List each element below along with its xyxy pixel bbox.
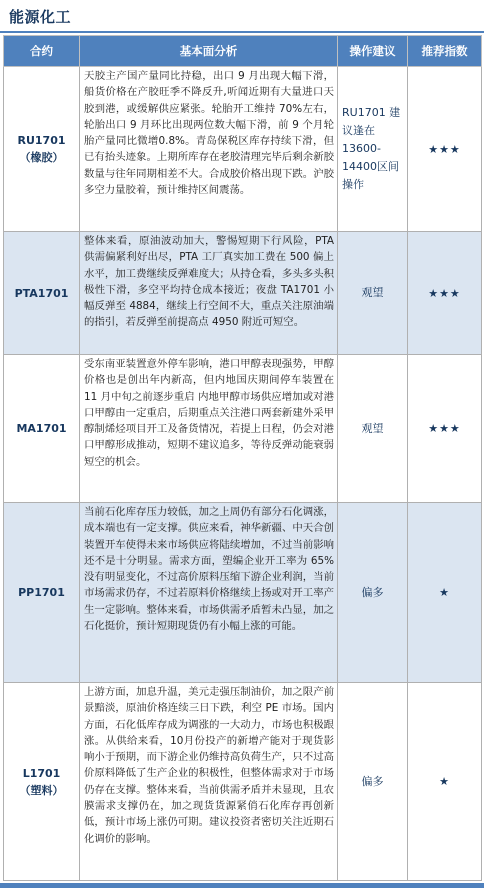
- contract-name: （塑料）: [19, 783, 64, 797]
- rating-stars: ★★★: [408, 232, 482, 355]
- analysis-cell: 受东南亚装置意外停车影响，港口甲醇表现强势，甲醇价格也是创出年内新高，但内地国庆期间停车装置在 11 月中旬之前逐步重启 内地甲醇市场供应增加或对港口甲醇由一定重启，后期重点关注港口两套新建外采甲醇制烯烃项目开工及备货情况，若提上日程，仍会对港口甲醇形成推动，短期不建议追多，等待反弹动能衰弱短空的机会。: [80, 355, 338, 503]
- contract-cell: [4, 355, 80, 503]
- contract-code: RU1701: [17, 134, 66, 147]
- rating-stars: ★★★: [408, 355, 482, 503]
- contract-cell: [4, 503, 80, 683]
- table-row: [4, 67, 482, 232]
- table-row: [4, 232, 482, 355]
- contract-code: PTA1701: [14, 286, 69, 300]
- header-index: 推荐指数: [408, 36, 482, 67]
- table-header-row: [4, 36, 482, 67]
- advice-cell: 偏多: [338, 503, 408, 683]
- title-divider: [0, 31, 484, 33]
- rating-stars: ★★★: [408, 67, 482, 232]
- header-contract: 合约: [4, 36, 80, 67]
- bottom-divider: [0, 883, 484, 888]
- recommendation-table: [3, 35, 482, 881]
- contract-code: PP1701: [18, 586, 65, 599]
- advice-cell: 观望: [338, 232, 408, 355]
- header-analysis: 基本面分析: [80, 36, 338, 67]
- analysis-cell: 当前石化库存压力较低，加之上周仍有部分石化调涨，成本端也有一定支撑。供应来看，神华新疆、中天合创装置开车使得未来市场供应将陆续增加，不过当前影响还不是十分明显。需求方面，塑编企业开工率为 65%没有明显变化，不过高价原料压缩下游企业利润，当前市场需求仍存，不过若原料价格继续上扬或对开工率产生一定影响。整体来看，市场供需矛盾暂未凸显，加之石化挺价，预计短期现货仍有小幅上涨的可能。: [80, 503, 338, 683]
- section-title: 能源化工: [9, 8, 72, 26]
- contract-name: （橡胶）: [19, 151, 64, 164]
- advice-cell: 观望: [338, 355, 408, 503]
- advice-cell: 偏多: [338, 683, 408, 881]
- contract-cell: [4, 232, 80, 355]
- analysis-cell: 天胶主产国产量同比持稳，出口 9 月出现大幅下滑，船货价格在产胶旺季不降反升,听闻近期有大量进口天胶到港，或缓解供应紧张。轮胎开工维持 70%左右，轮胎出口 9 月环比出现两位数大幅下滑，前 9 个月轮胎产量同比微增0.8%。青岛保税区库存持续下滑，但已有抬头迹象。上期所库存在老胶清理完毕后剩余新胶数量与往年同期相差不大。合成胶价格出现下跌。沪胶多空力量胶着，预计维持区间震荡。: [80, 67, 338, 232]
- table-row: [4, 683, 482, 881]
- rating-stars: ★: [408, 683, 482, 881]
- header-advice: 操作建议: [338, 36, 408, 67]
- contract-code: L1701: [22, 766, 61, 780]
- contract-code: MA1701: [16, 422, 67, 435]
- rating-stars: ★: [408, 503, 482, 683]
- analysis-cell: 上游方面，加息升温，美元走强压制油价，加之限产前景黯淡，原油价格连续三日下跌，利空 PE 市场。国内方面，石化低库存成为调涨的一大动力，市场也积极跟涨。从供给来看，10月份投产的新增产能对于现货影响小于预期，而下游企业仍维持高负荷生产，只不过高价原料降低了生产企业的积极性，但整体需求对于市场仍存在支撑。整体来看，当前供需矛盾并未显现，且农膜需求支撑仍在，加之现货货源紧俏石化库存再创新低，预计市场上涨仍可期。建议投资者密切关注近期石化调价的影响。: [80, 683, 338, 881]
- advice-cell: RU1701 建议逢在13600-14400区间操作: [338, 67, 408, 232]
- table-row: [4, 503, 482, 683]
- contract-cell: [4, 67, 80, 232]
- table-row: [4, 355, 482, 503]
- contract-cell: [4, 683, 80, 881]
- analysis-cell: 整体来看，原油波动加大，警惕短期下行风险，PTA 供需偏紧利好出尽，PTA 工厂真实加工费在 500 偏上水平，加工费继续反弹难度大；从持仓看，多头多头积极性下滑，多空平均持仓成本接近；夜盘 TA1701 小幅反弹至 4884，继续上行空间不大，重点关注原油端的指引，若反弹至前提高点 4950 附近可短空。: [80, 232, 338, 355]
